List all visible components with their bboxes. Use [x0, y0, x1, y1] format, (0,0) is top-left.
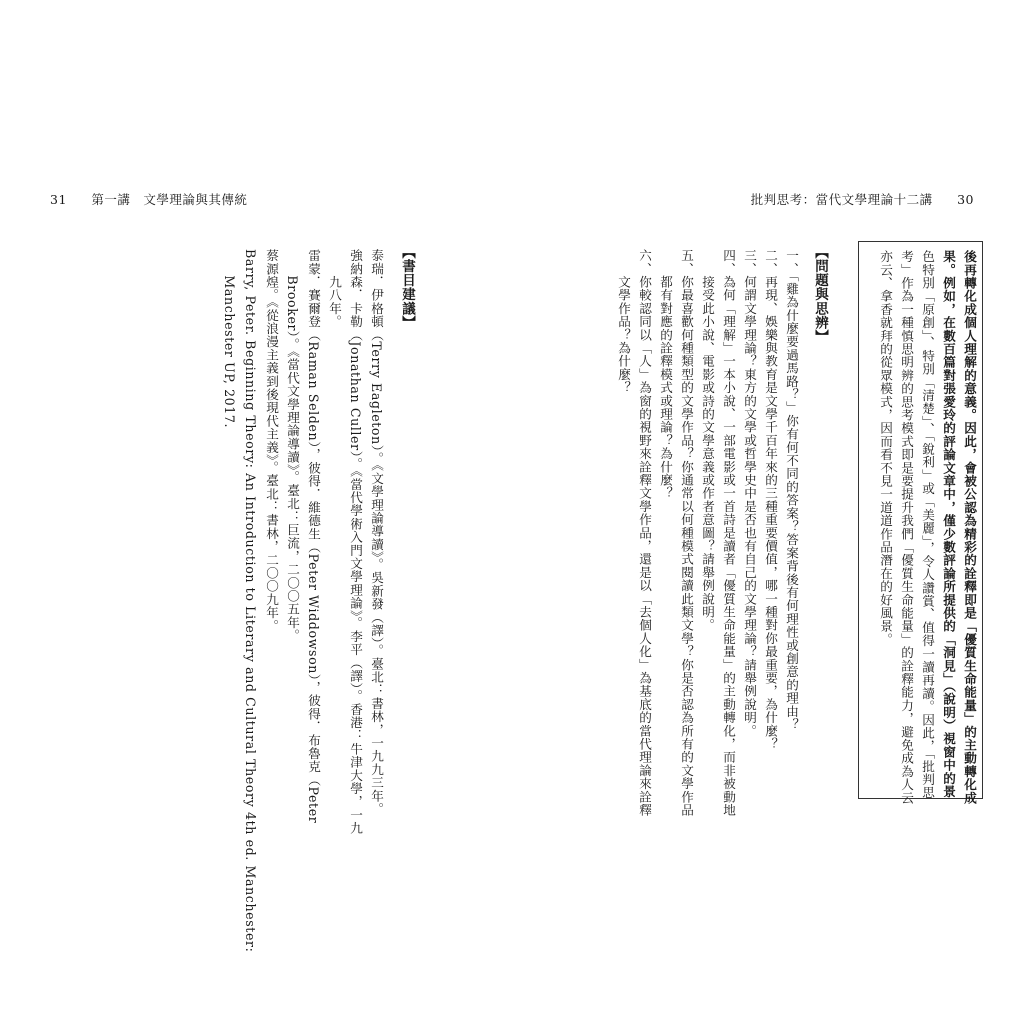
question-item: 六、你較認同以「人」為窗的視野來詮釋文學作品，還是以「去個人化」為基底的當代理論來詮釋	[637, 249, 652, 817]
bibliography-entry: 雷蒙．賽爾登（Raman Selden），彼得．維德生（Peter Widdowson），彼得．布魯克（Peter	[306, 249, 321, 824]
question-item: 文學作品？為什麼？	[616, 249, 631, 395]
right-page-number: 30	[957, 192, 974, 207]
left-page-header	[50, 190, 247, 208]
question-item: 五、你最喜歡何種類型的文學作品？你通常以何種模式閱讀此類文學？你是否認為所有的文學作品	[679, 249, 694, 817]
question-item: 三、何謂文學理論？東方的文學或哲學史中是否也有自己的文學理論？請舉例說明。	[742, 249, 757, 738]
bibliography-entry: Brooker）。《當代文學理論導讀》。臺北：巨流，二〇〇五年。	[285, 249, 300, 643]
box-line: 果。例如，在數百篇對張愛玲的評論文章中，僅少數評論所提供的「洞見」（說明）視窗中的景	[941, 250, 956, 799]
question-item: 四、為何「理解」一本小說、一部電影或一首詩是讀者「優質生命能量」的主動轉化，而非被動地	[721, 249, 736, 817]
bibliography-heading: 【書目建議】	[399, 245, 415, 330]
question-item: 都有對應的詮釋模式或理論？為什麼？	[658, 249, 673, 500]
bibliography-entry: 蔡源煌。《從浪漫主義到後現代主義》。臺北：書林，二〇〇九年。	[264, 249, 279, 633]
bibliography-entry: 九八年。	[327, 249, 342, 329]
question-item: 二、再現、娛樂與教育是文學千百年來的三種重要價值，哪一種對你最重要，為什麼？	[763, 249, 778, 751]
bibliography-entry: 強納森．卡勒（Jonathan Culler）。《當代學術入門文學理論》。李平（譯）。香港：牛津大學，一九	[348, 249, 363, 835]
box-line: 亦云、拿香就拜的從眾模式，因而看不見一道道作品潛在的好風景。	[878, 250, 893, 646]
left-running-title: 第一講 文學理論與其傳統	[91, 192, 248, 207]
question-item: 一、「雞為什麼要過馬路？」你有何不同的答案？答案背後有何理性或創意的理由？	[784, 249, 799, 732]
right-page-header	[751, 190, 974, 208]
box-line: 考」作為一種慎思明辨的思考模式即是要提升我們「優質生命能量」的詮釋能力，避免成為人云	[899, 250, 914, 805]
bibliography-entry: 泰瑞．伊格頓（Terry Eagleton）。《文學理論導讀》。吳新發（譯）。臺北：書林，一九九三年。	[369, 249, 384, 816]
right-running-title: 批判思考：當代文學理論十二講	[750, 192, 933, 207]
bibliography-entry: Manchester UP, 2017.	[222, 249, 237, 429]
box-line: 色特別「原創」、特別「清楚」、「銳利」或「美麗」，令人讚賞、值得一讀再讀。因此，「批判思	[920, 250, 935, 800]
left-page-number: 31	[50, 192, 67, 207]
bibliography-entry: Barry, Peter. Beginning Theory: An Introduction to Literary and Cultural Theory 4th ed. Manchester:	[243, 249, 258, 953]
questions-heading: 【問題與思辨】	[812, 245, 828, 344]
question-item: 接受此小說、電影或詩的文學意義或作者意圖？請舉例說明。	[700, 249, 715, 632]
box-line: 後再轉化成個人理解的意義。因此，會被公認為精彩的詮釋即是「優質生命能量」的主動轉化成	[962, 250, 977, 805]
